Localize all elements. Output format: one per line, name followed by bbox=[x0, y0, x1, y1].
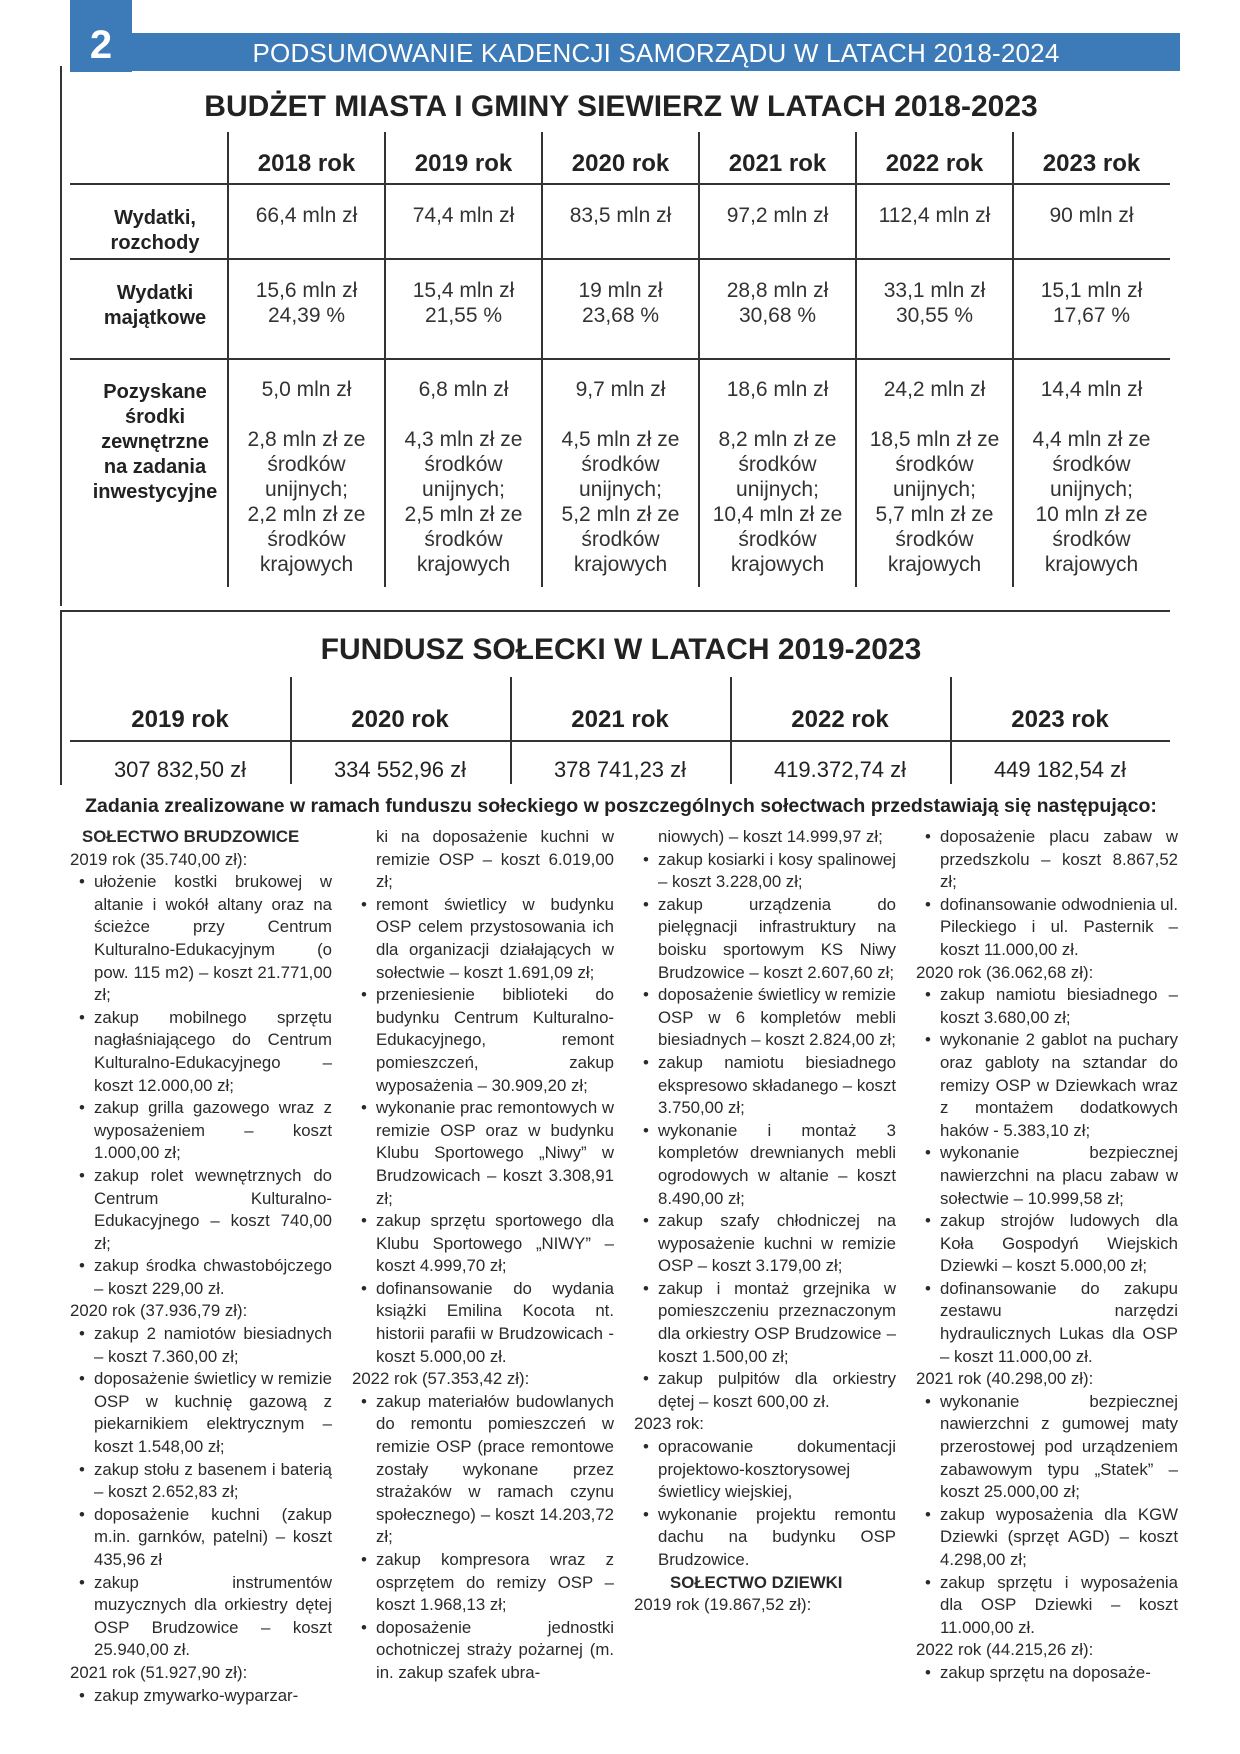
task-item: • zakup mobilnego sprzętu nagłaśniającego do Centrum Kulturalno-Edukacyjnego – koszt 12.000,00 zł; bbox=[70, 1007, 332, 1097]
row-divider bbox=[70, 183, 1170, 185]
task-item: • zakup grilla gazowego wraz z wyposażeniem – koszt 1.000,00 zł; bbox=[70, 1097, 332, 1165]
task-item: • zakup zmywarko-wyparzar- bbox=[70, 1685, 332, 1708]
year-heading: 2022 rok (57.353,42 zł): bbox=[352, 1369, 530, 1389]
fundusz-year-header: 2020 rok bbox=[351, 706, 449, 733]
fundusz-title: FUNDUSZ SOŁECKI W LATACH 2019-2023 bbox=[320, 633, 922, 666]
fundusz-value: 449 182,54 zł bbox=[993, 757, 1127, 782]
task-item: • zakup sprzętu i wyposażenia dla OSP Dziewki – koszt 11.000,00 zł. bbox=[916, 1572, 1178, 1640]
budget-cell: 97,2 mln zł bbox=[726, 204, 829, 227]
task-item: • zakup materiałów budowlanych do remontu pomieszczeń w remizie OSP (prace remontowe zostały wykonane przez strażaków w ramach czynu społecznego) – koszt 14.203,72 zł; bbox=[352, 1391, 614, 1549]
solectwo-heading: SOŁECTWO DZIEWKI bbox=[670, 1572, 843, 1592]
task-item: • dofinansowanie do wydania książki Emilina Kocota nt. historii parafii w Brudzowicach - koszt 5.000,00 zł. bbox=[352, 1278, 614, 1368]
budget-cell: 15,6 mln zł 24,39 % bbox=[255, 279, 358, 327]
budget-cell: 15,1 mln zł 17,67 % bbox=[1040, 279, 1143, 327]
budget-title: BUDŻET MIASTA I GMINY SIEWIERZ W LATACH 2018-2023 bbox=[204, 90, 1038, 123]
task-item: • zakup sprzętu sportowego dla Klubu Sportowego „NIWY” – koszt 4.999,70 zł; bbox=[352, 1210, 614, 1278]
task-item: • zakup stołu z basenem i baterią – koszt 2.652,83 zł; bbox=[70, 1459, 332, 1504]
budget-cell: 66,4 mln zł bbox=[255, 204, 358, 227]
task-item: niowych) – koszt 14.999,97 zł; bbox=[658, 827, 883, 846]
task-item: • wykonanie projektu remontu dachu na budynku OSP Brudzowice. bbox=[634, 1504, 896, 1572]
budget-cell: 5,0 mln zł 2,8 mln zł ze środków unijnych; 2,2 mln zł ze środków krajowych bbox=[247, 378, 366, 576]
budget-cell: 28,8 mln zł 30,68 % bbox=[726, 279, 829, 327]
task-item: • opracowanie dokumentacji projektowo-kosztorysowej świetlicy wiejskiej, bbox=[634, 1436, 896, 1504]
year-heading: 2019 rok (35.740,00 zł): bbox=[70, 849, 248, 869]
task-item: • zakup namiotu biesiadnego ekspresowo składanego – koszt 3.750,00 zł; bbox=[634, 1052, 896, 1120]
budget-row-label: Wydatki majątkowe bbox=[103, 282, 207, 329]
task-item: • zakup wyposażenia dla KGW Dziewki (sprzęt AGD) – koszt 4.298,00 zł; bbox=[916, 1504, 1178, 1572]
fundusz-year-header: 2022 rok bbox=[791, 706, 889, 733]
task-item: • wykonanie 2 gablot na puchary oraz gabloty na sztandar do remizy OSP w Dziewkach wraz z montażem dodatkowych haków - 5.383,10 zł; bbox=[916, 1029, 1178, 1142]
task-item: • remont świetlicy w budynku OSP celem przystosowania ich dla organizacji działających w sołectwie – koszt 1.691,09 zł; bbox=[352, 894, 614, 984]
task-item: • zakup instrumentów muzycznych dla orkiestry dętej OSP Brudzowice – koszt 25.940,00 zł. bbox=[70, 1572, 332, 1662]
page-number: 2 bbox=[70, 0, 132, 72]
year-heading: 2021 rok (51.927,90 zł): bbox=[70, 1662, 248, 1682]
budget-cell: 24,2 mln zł 18,5 mln zł ze środków unijnych; 5,7 mln zł ze środków krajowych bbox=[869, 378, 1000, 576]
task-item: • doposażenie placu zabaw w przedszkolu – koszt 8.867,52 zł; bbox=[916, 826, 1178, 894]
task-item: • doposażenie świetlicy w remizie OSP w kuchnię gazową z piekarnikiem elektrycznym – koszt 1.548,00 zł; bbox=[70, 1368, 332, 1458]
budget-year-header: 2019 rok bbox=[414, 150, 513, 177]
task-item: • zakup i montaż grzejnika w pomieszczeniu przeznaczonym dla orkiestry OSP Brudzowice – koszt 1.500,00 zł; bbox=[634, 1278, 896, 1368]
task-item: • zakup urządzenia do pielęgnacji infrastruktury na boisku sportowym KS Niwy Brudzowice – koszt 2.607,60 zł; bbox=[634, 894, 896, 984]
task-item: • zakup 2 namiotów biesiadnych – koszt 7.360,00 zł; bbox=[70, 1323, 332, 1368]
budget-row-label: Wydatki, rozchody bbox=[110, 207, 200, 254]
task-item: • zakup strojów ludowych dla Koła Gospodyń Wiejskich Dziewki – koszt 5.000,00 zł; bbox=[916, 1210, 1178, 1278]
budget-cell: 112,4 mln zł bbox=[878, 204, 991, 227]
row-divider bbox=[70, 740, 1170, 742]
task-item: • doposażenie kuchni (zakup m.in. garnków, patelni) – koszt 435,96 zł bbox=[70, 1504, 332, 1572]
fundusz-value: 334 552,96 zł bbox=[333, 757, 467, 782]
text-column bbox=[352, 826, 614, 1685]
budget-year-header: 2021 rok bbox=[728, 150, 827, 177]
budget-cell: 19 mln zł 23,68 % bbox=[578, 279, 663, 327]
row-divider bbox=[70, 358, 1170, 360]
fundusz-value: 307 832,50 zł bbox=[113, 757, 247, 782]
budget-cell: 6,8 mln zł 4,3 mln zł ze środków unijnych; 2,5 mln zł ze środków krajowych bbox=[404, 378, 523, 576]
task-item: • zakup środka chwastobójczego – koszt 229,00 zł. bbox=[70, 1255, 332, 1300]
year-heading: 2020 rok (37.936,79 zł): bbox=[70, 1301, 248, 1321]
task-item: • zakup pulpitów dla orkiestry dętej – koszt 600,00 zł. bbox=[634, 1368, 896, 1413]
text-column bbox=[634, 826, 896, 1617]
text-column bbox=[70, 826, 332, 1707]
task-item: • doposażenie świetlicy w remizie OSP w 6 kompletów mebli biesiadnych – koszt 2.824,00 zł; bbox=[634, 984, 896, 1052]
task-item: • ułożenie kostki brukowej w altanie i wokół altany oraz na ścieżce przy Centrum Kulturalno-Edukacyjnym (o pow. 115 m2) – koszt 21.771,00 zł; bbox=[70, 871, 332, 1007]
budget-cell: 74,4 mln zł bbox=[412, 204, 515, 227]
budget-year-header: 2020 rok bbox=[571, 150, 670, 177]
budget-year-header: 2022 rok bbox=[885, 150, 984, 177]
budget-cell: 9,7 mln zł 4,5 mln zł ze środków unijnych; 5,2 mln zł ze środków krajowych bbox=[561, 378, 680, 576]
task-item: • doposażenie jednostki ochotniczej straży pożarnej (m. in. zakup szafek ubra- bbox=[352, 1617, 614, 1685]
task-item: • przeniesienie biblioteki do budynku Centrum Kulturalno-Edukacyjnego, remont pomieszczeń, zakup wyposażenia – 30.909,20 zł; bbox=[352, 984, 614, 1097]
task-item: • zakup kosiarki i kosy spalinowej – koszt 3.228,00 zł; bbox=[634, 849, 896, 894]
task-item: • zakup sprzętu na doposaże- bbox=[916, 1662, 1178, 1685]
task-item: • wykonanie bezpiecznej nawierzchni z gumowej maty przerostowej pod urządzeniem zabawowym typu „Statek” – koszt 25.000,00 zł; bbox=[916, 1391, 1178, 1504]
budget-cell: 15,4 mln zł 21,55 % bbox=[412, 279, 515, 327]
frame-left-border bbox=[60, 66, 62, 606]
solectwo-heading: SOŁECTWO BRUDZOWICE bbox=[82, 827, 300, 846]
task-item: • dofinansowanie odwodnienia ul. Pileckiego i ul. Pasternik – koszt 11.000,00 zł. bbox=[916, 894, 1178, 962]
budget-cell: 33,1 mln zł 30,55 % bbox=[883, 279, 986, 327]
running-header: PODSUMOWANIE KADENCJI SAMORZĄDU W LATACH 2018-2024 bbox=[132, 33, 1180, 71]
fundusz-year-header: 2021 rok bbox=[571, 706, 669, 733]
text-column bbox=[916, 826, 1178, 1685]
year-heading: 2022 rok (44.215,26 zł): bbox=[916, 1640, 1094, 1660]
task-item: • zakup rolet wewnętrznych do Centrum Kulturalno-Edukacyjnego – koszt 740,00 zł; bbox=[70, 1165, 332, 1255]
fundusz-value: 378 741,23 zł bbox=[553, 757, 687, 782]
budget-cell: 14,4 mln zł 4,4 mln zł ze środków unijnych; 10 mln zł ze środków krajowych bbox=[1032, 378, 1151, 576]
task-item: • dofinansowanie do zakupu zestawu narzędzi hydraulicznych Lukas dla OSP – koszt 11.000,00 zł. bbox=[916, 1278, 1178, 1368]
task-item: • zakup kompresora wraz z osprzętem do remizy OSP – koszt 1.968,13 zł; bbox=[352, 1549, 614, 1617]
section-separator bbox=[60, 610, 1170, 612]
budget-cell: 90 mln zł bbox=[1049, 204, 1134, 227]
task-item: • wykonanie prac remontowych w remizie OSP oraz w budynku Klubu Sportowego „Niwy” w Brudzowicach – koszt 3.308,91 zł; bbox=[352, 1097, 614, 1210]
year-heading: 2020 rok (36.062,68 zł): bbox=[916, 962, 1094, 982]
budget-cell: 18,6 mln zł 8,2 mln zł ze środków unijnych; 10,4 mln zł ze środków krajowych bbox=[712, 378, 843, 576]
year-heading: 2019 rok (19.867,52 zł): bbox=[634, 1595, 812, 1615]
intro-text: Zadania zrealizowane w ramach funduszu sołeckiego w poszczególnych sołectwach przedstawiają się następująco: bbox=[85, 795, 1157, 817]
fundusz-value: 419.372,74 zł bbox=[773, 757, 907, 782]
fundusz-year-header: 2023 rok bbox=[1011, 706, 1109, 733]
year-heading: 2021 rok (40.298,00 zł): bbox=[916, 1369, 1094, 1389]
row-divider bbox=[70, 258, 1170, 260]
task-item: • wykonanie i montaż 3 kompletów drewnianych mebli ogrodowych w altanie – koszt 8.490,00 zł; bbox=[634, 1120, 896, 1210]
budget-row-label: Pozyskane środki zewnętrzne na zadania inwestycyjne bbox=[92, 381, 218, 503]
budget-year-header: 2018 rok bbox=[257, 150, 356, 177]
task-item: • wykonanie bezpiecznej nawierzchni na placu zabaw w sołectwie – 10.999,58 zł; bbox=[916, 1142, 1178, 1210]
task-item: ki na doposażenie kuchni w remizie OSP – koszt 6.019,00 zł; bbox=[376, 827, 614, 892]
year-heading: 2023 rok: bbox=[634, 1414, 704, 1434]
task-item: • zakup szafy chłodniczej na wyposażenie kuchni w remizie OSP – koszt 3.179,00 zł; bbox=[634, 1210, 896, 1278]
fundusz-year-header: 2019 rok bbox=[131, 706, 229, 733]
task-item: • zakup namiotu biesiadnego – koszt 3.680,00 zł; bbox=[916, 984, 1178, 1029]
budget-cell: 83,5 mln zł bbox=[569, 204, 672, 227]
budget-year-header: 2023 rok bbox=[1042, 150, 1141, 177]
